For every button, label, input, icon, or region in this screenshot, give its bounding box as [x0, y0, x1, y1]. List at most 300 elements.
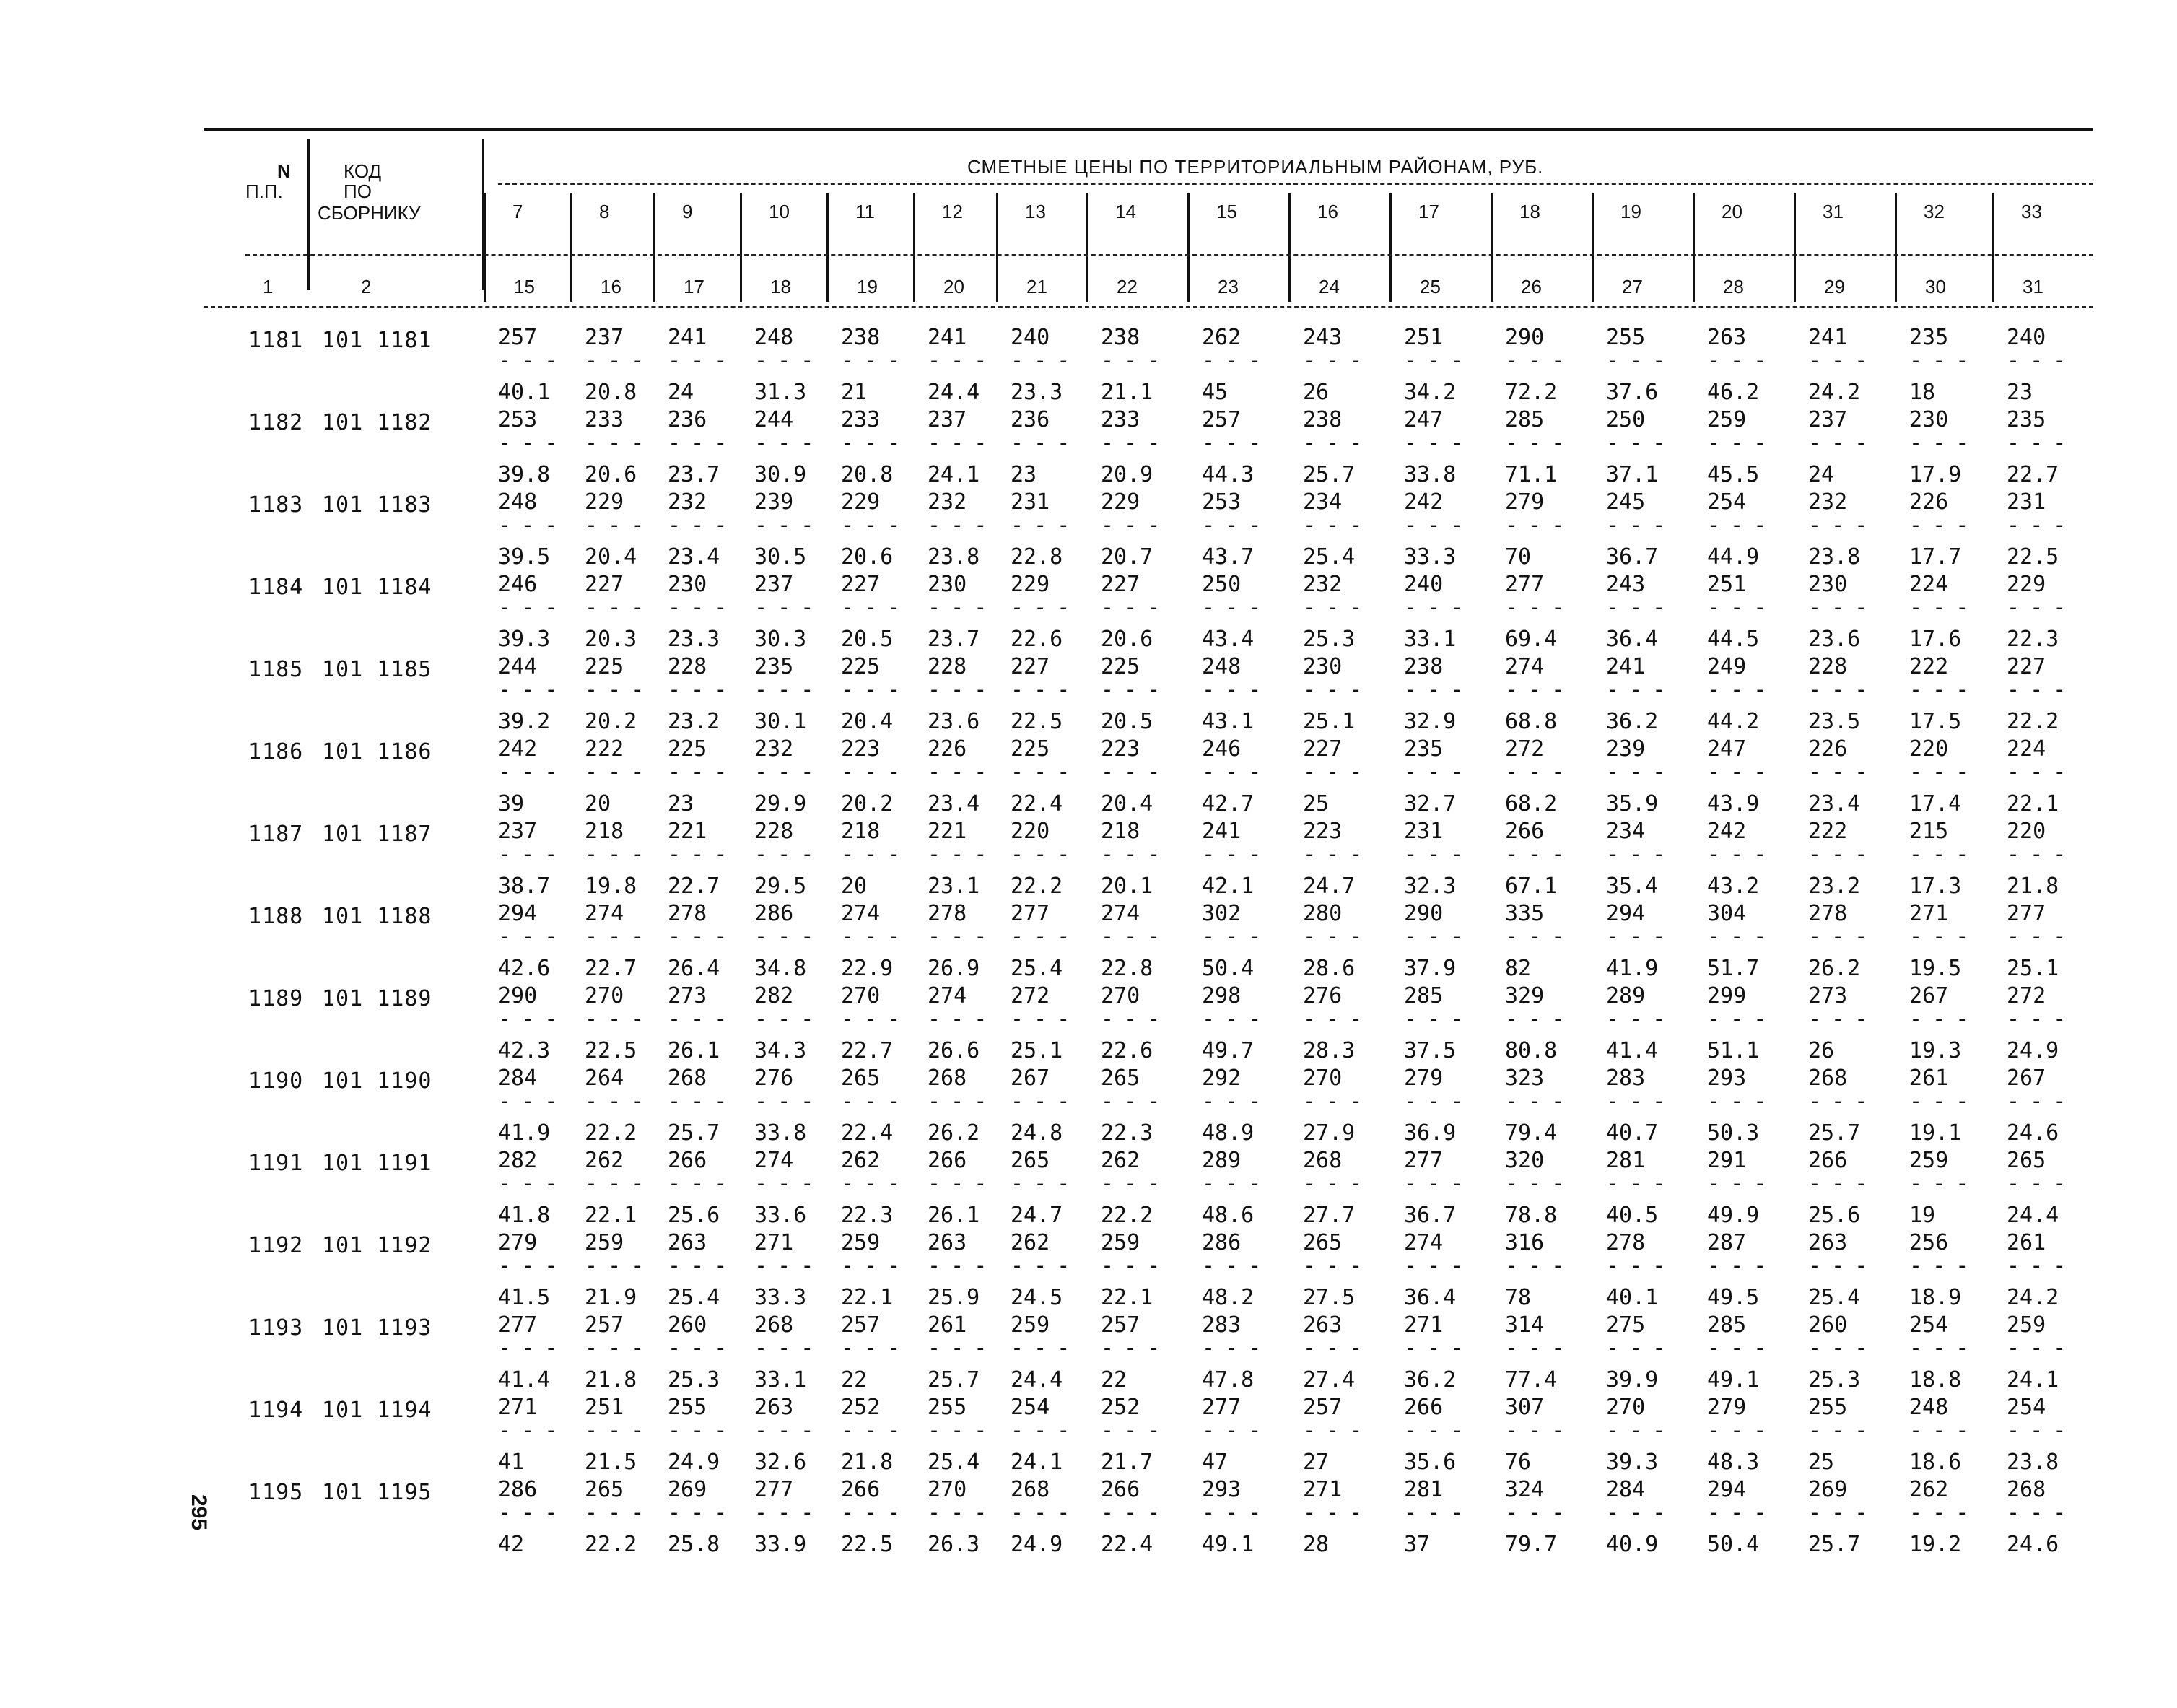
header-kod-2: ПО: [344, 180, 372, 202]
price-component: 22.7: [668, 873, 720, 899]
fraction-bar: - - -: [1202, 1171, 1260, 1196]
price-total: 226: [1909, 489, 1949, 515]
price-component: 20.1: [1101, 873, 1153, 899]
fraction-bar: - - -: [498, 1418, 557, 1443]
price-total: 225: [668, 736, 707, 762]
fraction-bar: - - -: [1808, 1500, 1867, 1525]
fraction-bar: - - -: [1202, 348, 1260, 373]
fraction-bar: - - -: [1202, 1253, 1260, 1278]
fraction-bar: - - -: [1606, 1500, 1665, 1525]
price-total: 229: [2007, 572, 2046, 597]
price-total: 269: [1808, 1477, 1848, 1502]
price-total: 291: [1707, 1148, 1747, 1173]
price-component: 33.1: [754, 1367, 807, 1393]
price-total: 226: [928, 736, 967, 762]
column-number: 26: [1521, 276, 1542, 297]
price-total: 277: [1404, 1148, 1444, 1173]
price-total: 251: [585, 1395, 624, 1420]
fraction-bar: - - -: [1707, 1006, 1766, 1032]
price-component: 31.3: [754, 380, 807, 405]
price-component: 70: [1505, 544, 1532, 570]
price-component: 33.1: [1404, 627, 1457, 652]
fraction-bar: - - -: [1303, 677, 1361, 702]
price-total: 225: [1011, 736, 1050, 762]
price-total: 278: [668, 901, 707, 926]
region-divider: [913, 193, 915, 302]
fraction-bar: - - -: [1909, 842, 1968, 867]
fraction-bar: - - -: [928, 348, 986, 373]
price-total: 229: [841, 489, 881, 515]
fraction-bar: - - -: [928, 842, 986, 867]
price-total: 237: [1808, 407, 1848, 432]
column-number: 2: [361, 276, 372, 297]
price-component: 26: [1303, 380, 1330, 405]
price-total: 270: [928, 1477, 967, 1502]
header-kod-3: СБОРНИКУ: [318, 202, 421, 224]
price-component: 24.2: [1808, 380, 1861, 405]
price-component: 43.1: [1202, 709, 1255, 734]
price-component: 51.1: [1707, 1038, 1760, 1063]
fraction-bar: - - -: [1101, 759, 1159, 785]
price-component: 23: [2007, 380, 2033, 405]
price-total: 263: [928, 1230, 967, 1255]
fraction-bar: - - -: [2007, 1500, 2065, 1525]
price-component: 22: [841, 1367, 868, 1393]
region-divider: [1693, 193, 1695, 302]
price-total: 253: [498, 407, 538, 432]
fraction-bar: - - -: [1011, 842, 1069, 867]
price-total: 270: [1606, 1395, 1646, 1420]
price-total: 320: [1505, 1148, 1545, 1173]
price-component: 20.4: [1101, 791, 1153, 816]
price-total: 263: [1303, 1312, 1343, 1338]
price-component: 17.3: [1909, 873, 1962, 899]
price-total: 220: [2007, 819, 2046, 844]
fraction-bar: - - -: [928, 1418, 986, 1443]
price-total: 227: [841, 572, 881, 597]
fraction-bar: - - -: [754, 1171, 813, 1196]
fraction-bar: - - -: [2007, 924, 2065, 949]
price-total: 265: [841, 1066, 881, 1091]
price-component: 39.3: [1606, 1450, 1659, 1475]
page-number: 295: [187, 1494, 211, 1531]
fraction-bar: - - -: [1404, 348, 1462, 373]
fraction-bar: - - -: [1808, 595, 1867, 620]
column-number: 29: [1824, 276, 1845, 297]
fraction-bar: - - -: [841, 348, 899, 373]
price-component: 27.4: [1303, 1367, 1356, 1393]
region-divider: [1086, 193, 1088, 302]
price-total: 323: [1505, 1066, 1545, 1091]
price-total: 231: [1011, 489, 1050, 515]
price-component: 48.9: [1202, 1120, 1255, 1146]
price-component: 41: [498, 1450, 525, 1475]
price-component: 38.7: [498, 873, 551, 899]
row-number: 1194: [248, 1398, 304, 1423]
fraction-bar: - - -: [1707, 1500, 1766, 1525]
price-total: 244: [754, 407, 794, 432]
row-number: 1181: [248, 328, 304, 353]
fraction-bar: - - -: [1202, 677, 1260, 702]
row-number: 1195: [248, 1480, 304, 1505]
price-component: 25.4: [1303, 544, 1356, 570]
fraction-bar: - - -: [1404, 924, 1462, 949]
price-total: 251: [1404, 325, 1444, 350]
price-component: 47: [1202, 1450, 1229, 1475]
price-component: 41.9: [498, 1120, 551, 1146]
price-component: 25.6: [1808, 1203, 1861, 1228]
header-title-rule: [498, 183, 2093, 185]
fraction-bar: - - -: [2007, 513, 2065, 538]
price-total: 292: [1202, 1066, 1242, 1091]
price-total: 269: [668, 1477, 707, 1502]
price-total: 284: [498, 1066, 538, 1091]
price-component: 25: [1303, 791, 1330, 816]
price-total: 286: [498, 1477, 538, 1502]
row-number: 1189: [248, 986, 304, 1011]
price-component: 33.3: [754, 1285, 807, 1310]
fraction-bar: - - -: [1606, 1253, 1665, 1278]
fraction-bar: - - -: [585, 1418, 643, 1443]
fraction-bar: - - -: [2007, 1418, 2065, 1443]
price-component: 47.8: [1202, 1367, 1255, 1393]
price-total: 233: [841, 407, 881, 432]
price-total: 231: [2007, 489, 2046, 515]
fraction-bar: - - -: [1909, 348, 1968, 373]
fraction-bar: - - -: [1202, 1089, 1260, 1114]
price-total: 255: [928, 1395, 967, 1420]
price-total: 335: [1505, 901, 1545, 926]
fraction-bar: - - -: [1011, 677, 1069, 702]
column-number: 16: [601, 276, 621, 297]
price-total: 238: [1303, 407, 1343, 432]
row-number: 1191: [248, 1151, 304, 1176]
row-number: 1183: [248, 492, 304, 518]
fraction-bar: - - -: [1707, 348, 1766, 373]
fraction-bar: - - -: [585, 759, 643, 785]
region-divider: [1389, 193, 1392, 302]
fraction-bar: - - -: [1303, 1253, 1361, 1278]
price-component: 78: [1505, 1285, 1532, 1310]
row-number: 1188: [248, 904, 304, 929]
fraction-bar: - - -: [1606, 348, 1665, 373]
price-component: 37: [1404, 1532, 1431, 1557]
price-component: 33.8: [754, 1120, 807, 1146]
price-component: 26.1: [928, 1203, 980, 1228]
price-total: 221: [668, 819, 707, 844]
price-component: 25.4: [668, 1285, 720, 1310]
price-component: 49.1: [1707, 1367, 1760, 1393]
fraction-bar: - - -: [1505, 430, 1563, 456]
price-component: 22.6: [1101, 1038, 1153, 1063]
fraction-bar: - - -: [1101, 1500, 1159, 1525]
price-total: 307: [1505, 1395, 1545, 1420]
price-total: 241: [668, 325, 707, 350]
fraction-bar: - - -: [585, 1500, 643, 1525]
price-total: 251: [1707, 572, 1747, 597]
price-total: 236: [1011, 407, 1050, 432]
price-total: 290: [1404, 901, 1444, 926]
fraction-bar: - - -: [1011, 1006, 1069, 1032]
price-total: 263: [668, 1230, 707, 1255]
price-total: 228: [754, 819, 794, 844]
price-total: 255: [1606, 325, 1646, 350]
fraction-bar: - - -: [1606, 924, 1665, 949]
price-total: 257: [585, 1312, 624, 1338]
fraction-bar: - - -: [2007, 1089, 2065, 1114]
price-component: 17.6: [1909, 627, 1962, 652]
fraction-bar: - - -: [841, 430, 899, 456]
fraction-bar: - - -: [1404, 842, 1462, 867]
price-component: 24.6: [2007, 1120, 2059, 1146]
price-component: 27.7: [1303, 1203, 1356, 1228]
fraction-bar: - - -: [668, 430, 726, 456]
price-total: 238: [841, 325, 881, 350]
price-component: 36.7: [1404, 1203, 1457, 1228]
price-component: 24.9: [668, 1450, 720, 1475]
fraction-bar: - - -: [498, 595, 557, 620]
price-total: 294: [1707, 1477, 1747, 1502]
price-component: 20.4: [585, 544, 637, 570]
price-total: 271: [1303, 1477, 1343, 1502]
fraction-bar: - - -: [585, 513, 643, 538]
price-component: 23.7: [928, 627, 980, 652]
price-total: 260: [668, 1312, 707, 1338]
price-total: 285: [1505, 407, 1545, 432]
fraction-bar: - - -: [754, 430, 813, 456]
fraction-bar: - - -: [1606, 1089, 1665, 1114]
fraction-bar: - - -: [498, 430, 557, 456]
price-component: 20.9: [1101, 462, 1153, 487]
price-total: 298: [1202, 983, 1242, 1008]
price-total: 263: [754, 1395, 794, 1420]
fraction-bar: - - -: [1011, 348, 1069, 373]
price-total: 286: [1202, 1230, 1242, 1255]
price-component: 21.8: [2007, 873, 2059, 899]
fraction-bar: - - -: [1011, 1336, 1069, 1361]
fraction-bar: - - -: [1404, 1006, 1462, 1032]
fraction-bar: - - -: [841, 1089, 899, 1114]
fraction-bar: - - -: [1505, 1500, 1563, 1525]
price-component: 25.7: [1808, 1532, 1861, 1557]
price-total: 267: [1011, 1066, 1050, 1091]
price-component: 25.3: [1808, 1367, 1861, 1393]
fraction-bar: - - -: [754, 513, 813, 538]
fraction-bar: - - -: [1303, 759, 1361, 785]
fraction-bar: - - -: [1606, 1418, 1665, 1443]
price-total: 278: [1808, 901, 1848, 926]
price-component: 17.5: [1909, 709, 1962, 734]
region-number: 32: [1924, 201, 1945, 222]
fraction-bar: - - -: [1404, 430, 1462, 456]
price-component: 19.2: [1909, 1532, 1962, 1557]
fraction-bar: - - -: [1202, 595, 1260, 620]
price-component: 23.7: [668, 462, 720, 487]
fraction-bar: - - -: [928, 1500, 986, 1525]
fraction-bar: - - -: [668, 1253, 726, 1278]
price-component: 20.5: [1101, 709, 1153, 734]
fraction-bar: - - -: [754, 759, 813, 785]
price-component: 21: [841, 380, 868, 405]
fraction-bar: - - -: [1606, 1006, 1665, 1032]
price-total: 230: [1303, 654, 1343, 679]
fraction-bar: - - -: [1606, 759, 1665, 785]
price-total: 259: [585, 1230, 624, 1255]
row-code: 101 1195: [322, 1480, 432, 1505]
fraction-bar: - - -: [585, 842, 643, 867]
fraction-bar: - - -: [1404, 1089, 1462, 1114]
price-total: 266: [1505, 819, 1545, 844]
fraction-bar: - - -: [585, 1089, 643, 1114]
fraction-bar: - - -: [841, 1500, 899, 1525]
price-component: 22.3: [2007, 627, 2059, 652]
fraction-bar: - - -: [668, 1418, 726, 1443]
fraction-bar: - - -: [1707, 430, 1766, 456]
price-total: 254: [1707, 489, 1747, 515]
price-component: 28.3: [1303, 1038, 1356, 1063]
price-total: 218: [585, 819, 624, 844]
price-component: 24.5: [1011, 1285, 1063, 1310]
fraction-bar: - - -: [585, 1253, 643, 1278]
price-total: 259: [1909, 1148, 1949, 1173]
region-divider: [1794, 193, 1796, 302]
region-divider: [1491, 193, 1493, 302]
price-total: 274: [754, 1148, 794, 1173]
fraction-bar: - - -: [1202, 1500, 1260, 1525]
price-total: 222: [585, 736, 624, 762]
fraction-bar: - - -: [1303, 1171, 1361, 1196]
price-total: 262: [1101, 1148, 1140, 1173]
region-divider: [570, 193, 572, 302]
price-total: 223: [1303, 819, 1343, 844]
price-component: 68.8: [1505, 709, 1558, 734]
fraction-bar: - - -: [754, 1089, 813, 1114]
price-total: 265: [585, 1477, 624, 1502]
region-divider: [484, 193, 486, 302]
price-component: 20.3: [585, 627, 637, 652]
price-component: 71.1: [1505, 462, 1558, 487]
price-component: 42: [498, 1532, 525, 1557]
row-code: 101 1189: [322, 986, 432, 1011]
price-total: 266: [1404, 1395, 1444, 1420]
fraction-bar: - - -: [2007, 430, 2065, 456]
price-component: 28.6: [1303, 956, 1356, 981]
fraction-bar: - - -: [1505, 759, 1563, 785]
fraction-bar: - - -: [1707, 595, 1766, 620]
region-number: 12: [942, 201, 963, 222]
price-component: 40.7: [1606, 1120, 1659, 1146]
price-total: 227: [1303, 736, 1343, 762]
fraction-bar: - - -: [498, 1171, 557, 1196]
fraction-bar: - - -: [1707, 513, 1766, 538]
price-total: 235: [2007, 407, 2046, 432]
fraction-bar: - - -: [1303, 1006, 1361, 1032]
fraction-bar: - - -: [1202, 842, 1260, 867]
price-total: 218: [841, 819, 881, 844]
price-total: 314: [1505, 1312, 1545, 1338]
header-title: СМЕТНЫЕ ЦЕНЫ ПО ТЕРРИТОРИАЛЬНЫМ РАЙОНАМ, РУБ.: [967, 156, 1544, 178]
price-total: 224: [2007, 736, 2046, 762]
price-component: 36.9: [1404, 1120, 1457, 1146]
price-total: 266: [928, 1148, 967, 1173]
price-total: 225: [1101, 654, 1140, 679]
price-total: 233: [1101, 407, 1140, 432]
price-total: 238: [1404, 654, 1444, 679]
price-component: 26.4: [668, 956, 720, 981]
fraction-bar: - - -: [1606, 513, 1665, 538]
price-component: 22.4: [841, 1120, 894, 1146]
price-component: 22.2: [1011, 873, 1063, 899]
header-kod-1: КОД: [344, 160, 382, 182]
price-total: 271: [1909, 901, 1949, 926]
fraction-bar: - - -: [2007, 1006, 2065, 1032]
fraction-bar: - - -: [1101, 1006, 1159, 1032]
price-total: 225: [585, 654, 624, 679]
fraction-bar: - - -: [668, 677, 726, 702]
price-component: 23.4: [928, 791, 980, 816]
price-component: 26.3: [928, 1532, 980, 1557]
price-total: 302: [1202, 901, 1242, 926]
price-total: 247: [1707, 736, 1747, 762]
price-total: 277: [1202, 1395, 1242, 1420]
fraction-bar: - - -: [1808, 1089, 1867, 1114]
price-total: 232: [668, 489, 707, 515]
price-component: 39.5: [498, 544, 551, 570]
price-component: 22.8: [1101, 956, 1153, 981]
fraction-bar: - - -: [1909, 1500, 1968, 1525]
fraction-bar: - - -: [1808, 1253, 1867, 1278]
fraction-bar: - - -: [928, 513, 986, 538]
row-number: 1185: [248, 657, 304, 682]
region-number: 11: [855, 201, 875, 222]
region-number: 16: [1317, 201, 1338, 222]
fraction-bar: - - -: [1202, 430, 1260, 456]
price-component: 22.4: [1101, 1532, 1153, 1557]
column-number: 21: [1026, 276, 1047, 297]
price-total: 252: [1101, 1395, 1140, 1420]
price-component: 35.9: [1606, 791, 1659, 816]
row-code: 101 1185: [322, 657, 432, 682]
price-component: 26.2: [1808, 956, 1861, 981]
region-divider: [1288, 193, 1291, 302]
fraction-bar: - - -: [1011, 1171, 1069, 1196]
price-total: 268: [928, 1066, 967, 1091]
price-total: 235: [754, 654, 794, 679]
price-component: 77.4: [1505, 1367, 1558, 1393]
price-component: 26: [1808, 1038, 1835, 1063]
price-total: 299: [1707, 983, 1747, 1008]
price-total: 293: [1707, 1066, 1747, 1091]
fraction-bar: - - -: [754, 348, 813, 373]
region-number: 7: [512, 201, 523, 222]
fraction-bar: - - -: [1202, 924, 1260, 949]
price-component: 22.7: [2007, 462, 2059, 487]
fraction-bar: - - -: [1101, 1253, 1159, 1278]
price-total: 282: [498, 1148, 538, 1173]
fraction-bar: - - -: [841, 842, 899, 867]
price-total: 280: [1303, 901, 1343, 926]
price-component: 29.5: [754, 873, 807, 899]
fraction-bar: - - -: [1808, 1418, 1867, 1443]
price-component: 19.5: [1909, 956, 1962, 981]
price-total: 220: [1011, 819, 1050, 844]
row-code: 101 1190: [322, 1068, 432, 1094]
fraction-bar: - - -: [1303, 595, 1361, 620]
fraction-bar: - - -: [1909, 513, 1968, 538]
price-component: 28: [1303, 1532, 1330, 1557]
fraction-bar: - - -: [1011, 1418, 1069, 1443]
fraction-bar: - - -: [668, 1089, 726, 1114]
